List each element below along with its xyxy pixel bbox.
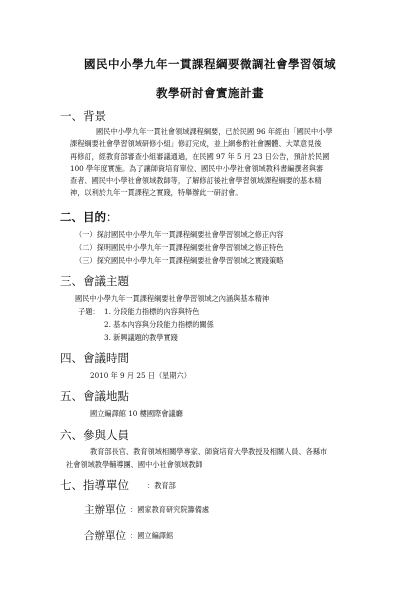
subtopic-item: 3. 新興議題的教學實踐 <box>104 333 178 342</box>
purpose-heading-text: 二、目的 <box>60 210 106 224</box>
background-line: 再修訂，經教育部審查小組審議通過，在民國 97 年 5 月 23 日公告，預計於民國 <box>70 151 330 161</box>
background-line: 神，以利於九年一貫課程之實踐，特舉辦此一研討會。 <box>70 188 243 198</box>
section-heading-venue: 五、會議地點 <box>60 389 129 403</box>
meeting-time: 2010 年 9 月 25 日（星期六） <box>90 371 191 380</box>
section-heading-theme: 三、會議主題 <box>60 274 129 288</box>
subtopic-item: 1. 分段能力指標的內容與特色 <box>104 307 200 316</box>
participants-line: 教育部長官、教育領域相關學專家、師資培育大學教授及相關人員、各縣市 <box>90 447 328 456</box>
co-organizer-value: ：國立編譯館 <box>130 531 174 540</box>
meeting-venue: 國立編譯館 10 樓國際會議廳 <box>90 409 183 418</box>
background-line: 課程綱要社會學習領域研修小組」修訂完成，並上網參酌社會團體、大眾意見後 <box>70 139 322 149</box>
section-heading-time: 四、會議時間 <box>60 351 129 365</box>
purpose-heading-colon: ： <box>106 210 118 224</box>
background-line: 100 學年度實施。為了讓師資培育單位、國民中小學社會領域教科書編撰者與審 <box>70 163 324 173</box>
purpose-item: （一）探討國民中小學九年一貫課程綱要社會學習領域之修正內容 <box>75 230 284 239</box>
subtopic-label: 子題： <box>78 307 100 316</box>
purpose-item: （二）探明國民中小學九年一貫課程綱要社會學習領域之修正特色 <box>75 243 284 252</box>
section-heading-participants: 六、參與人員 <box>60 428 129 442</box>
co-organizer-label: 合辦單位 <box>84 530 126 542</box>
participants-line: 社會領域教學輔導團、國中小社會領域教師 <box>66 460 203 469</box>
background-line: 國民中小學九年一貫社會領域課程綱要，已於民國 96 年經由「國民中小學 <box>96 127 333 136</box>
theme-intro: 國民中小學九年一貫課程綱要社會學習領域之內涵與基本精神 <box>75 294 270 303</box>
background-paragraph <box>70 126 360 200</box>
host-value: ：國家教育研究院籌備處 <box>130 505 210 514</box>
section-heading-background: 一、背景 <box>60 109 106 123</box>
document-subtitle: 教學研討會實施計畫 <box>156 86 264 100</box>
purpose-item: （三）探究國民中小學九年一貫課程綱要社會學習領域之實踐策略 <box>75 256 284 265</box>
subtopic-item: 2. 基本內容與分段能力指標的關係 <box>104 320 214 329</box>
document-title: 國民中小學九年一貫課程綱要微調社會學習領域 <box>84 57 336 71</box>
section-heading-purpose <box>60 209 118 225</box>
supervisor-value: ：教育部 <box>147 481 176 490</box>
host-label: 主辦單位 <box>84 504 126 516</box>
background-line: 查者、國民中小學社會領域教師等，了解修訂後社會學習領域課程綱要的基本精 <box>70 176 322 186</box>
section-heading-organizers: 七、指導單位 <box>60 478 129 492</box>
